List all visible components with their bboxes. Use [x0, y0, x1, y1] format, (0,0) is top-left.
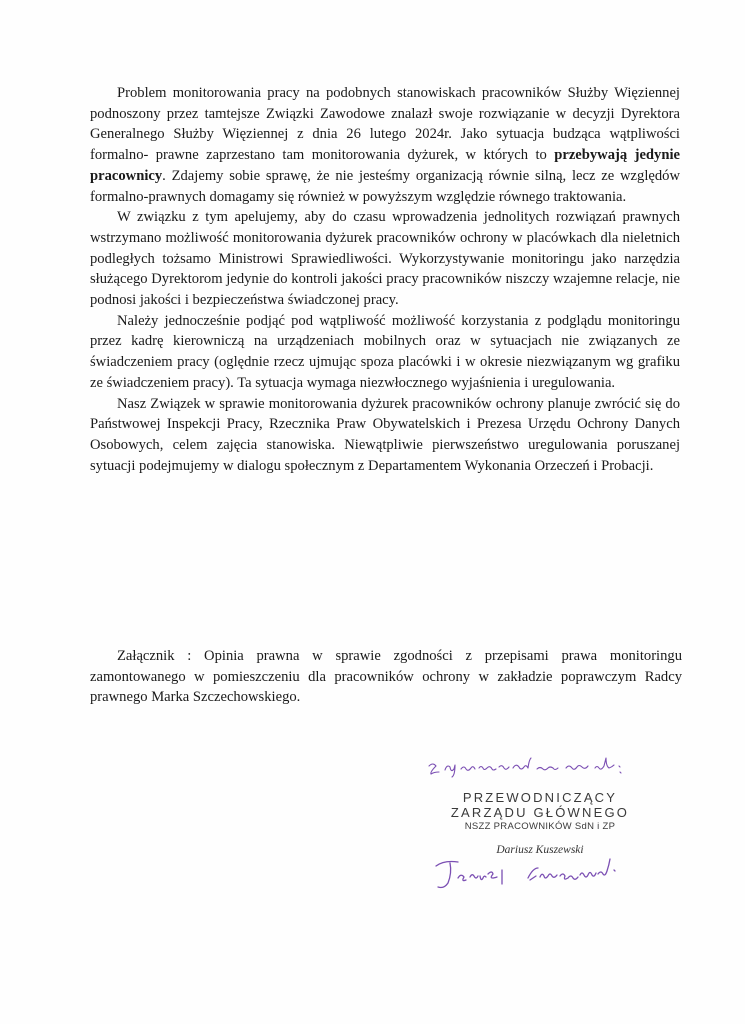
paragraph-2: W związku z tym apelujemy, aby do czasu wprowadzenia jednolitych rozwiązań prawnych wstrzymano możliwość monitorowania dyżurek pracowników ochrony w placówkach dla nieletnich podległych tożsamo Ministrowi Sprawiedliwości. Wykorzystywanie monitoringu jako narzędzia służącego Dyrektorom jedynie do kontroli jakości pracy pracowników niszczy wzajemne relacje, nie podnosi jakości i bezpieczeństwa świadczonej pracy.: [90, 209, 680, 309]
attachment-text: Załącznik : Opinia prawna w sprawie zgodności z przepisami prawa monitoringu zamontowanego w pomieszczeniu dla pracowników ochrony w zakładzie poprawczym Radcy prawnego Marka Szczechowskiego.: [90, 648, 682, 706]
stamp-title: PRZEWODNICZĄCY: [462, 790, 618, 805]
stamp-board: ZARZĄDU GŁÓWNEGO: [450, 805, 630, 820]
stamp-union: NSZZ PRACOWNIKÓW SdN i ZP: [464, 821, 616, 832]
paragraph-3: Należy jednocześnie podjąć pod wątpliwość możliwość korzystania z podglądu monitoringu przez kadrę kierowniczą na urządzeniach mobilnych oraz w sytuacjach nie związanych ze świadczeniem pracy (oględnie rzecz ujmując spoza placówki i w okresie niezwiązanym wg grafiku ze świadczeniem pracy). Ta sytuacja wymaga niezwłocznego wyjaśnienia i uregulowania.: [90, 312, 680, 391]
paragraph-1: [90, 83, 680, 207]
paragraph-1-text-a: Problem monitorowania pracy na podobnych stanowiskach pracowników Służby Więziennej podnoszony przez tamtejsze Związki Zawodowe znalazł swoje rozwiązanie w decyzji Dyrektora Generalnego Służby Więziennej z dnia 26 lutego 2024r. Jako sytuacja budząca wątpliwości formalno- prawne zaprzestano tam monitorowania dyżurek, w których to: [90, 85, 680, 164]
official-stamp: [440, 790, 640, 856]
paragraph-1-bold-phrase: przebywają jedynie pracownicy: [90, 147, 680, 184]
handwritten-closing-note: [425, 752, 635, 782]
paragraph-1-text-b: . Zdajemy sobie sprawę, że nie jesteśmy organizacją równie silną, lecz ze względów formalno-prawnych domagamy się również w powyższym względzie równego traktowania.: [90, 167, 680, 205]
letter-body: [90, 83, 680, 476]
handwritten-signature: [432, 852, 652, 896]
paragraph-4: Nasz Związek w sprawie monitorowania dyżurek pracowników ochrony planuje zwrócić się do Państwowej Inspekcji Pracy, Rzecznika Praw Obywatelskich i Prezesa Urzędu Ochrony Danych Osobowych, celem zajęcia stanowiska. Niewątpliwie pierwszeństwo uregulowania poruszanej sytuacji podejmujemy w dialogu społecznym z Departamentem Wykonania Orzeczeń i Probacji.: [90, 395, 680, 474]
stamp-name: Dariusz Kuszewski: [496, 844, 584, 856]
attachment-note: [90, 646, 682, 708]
